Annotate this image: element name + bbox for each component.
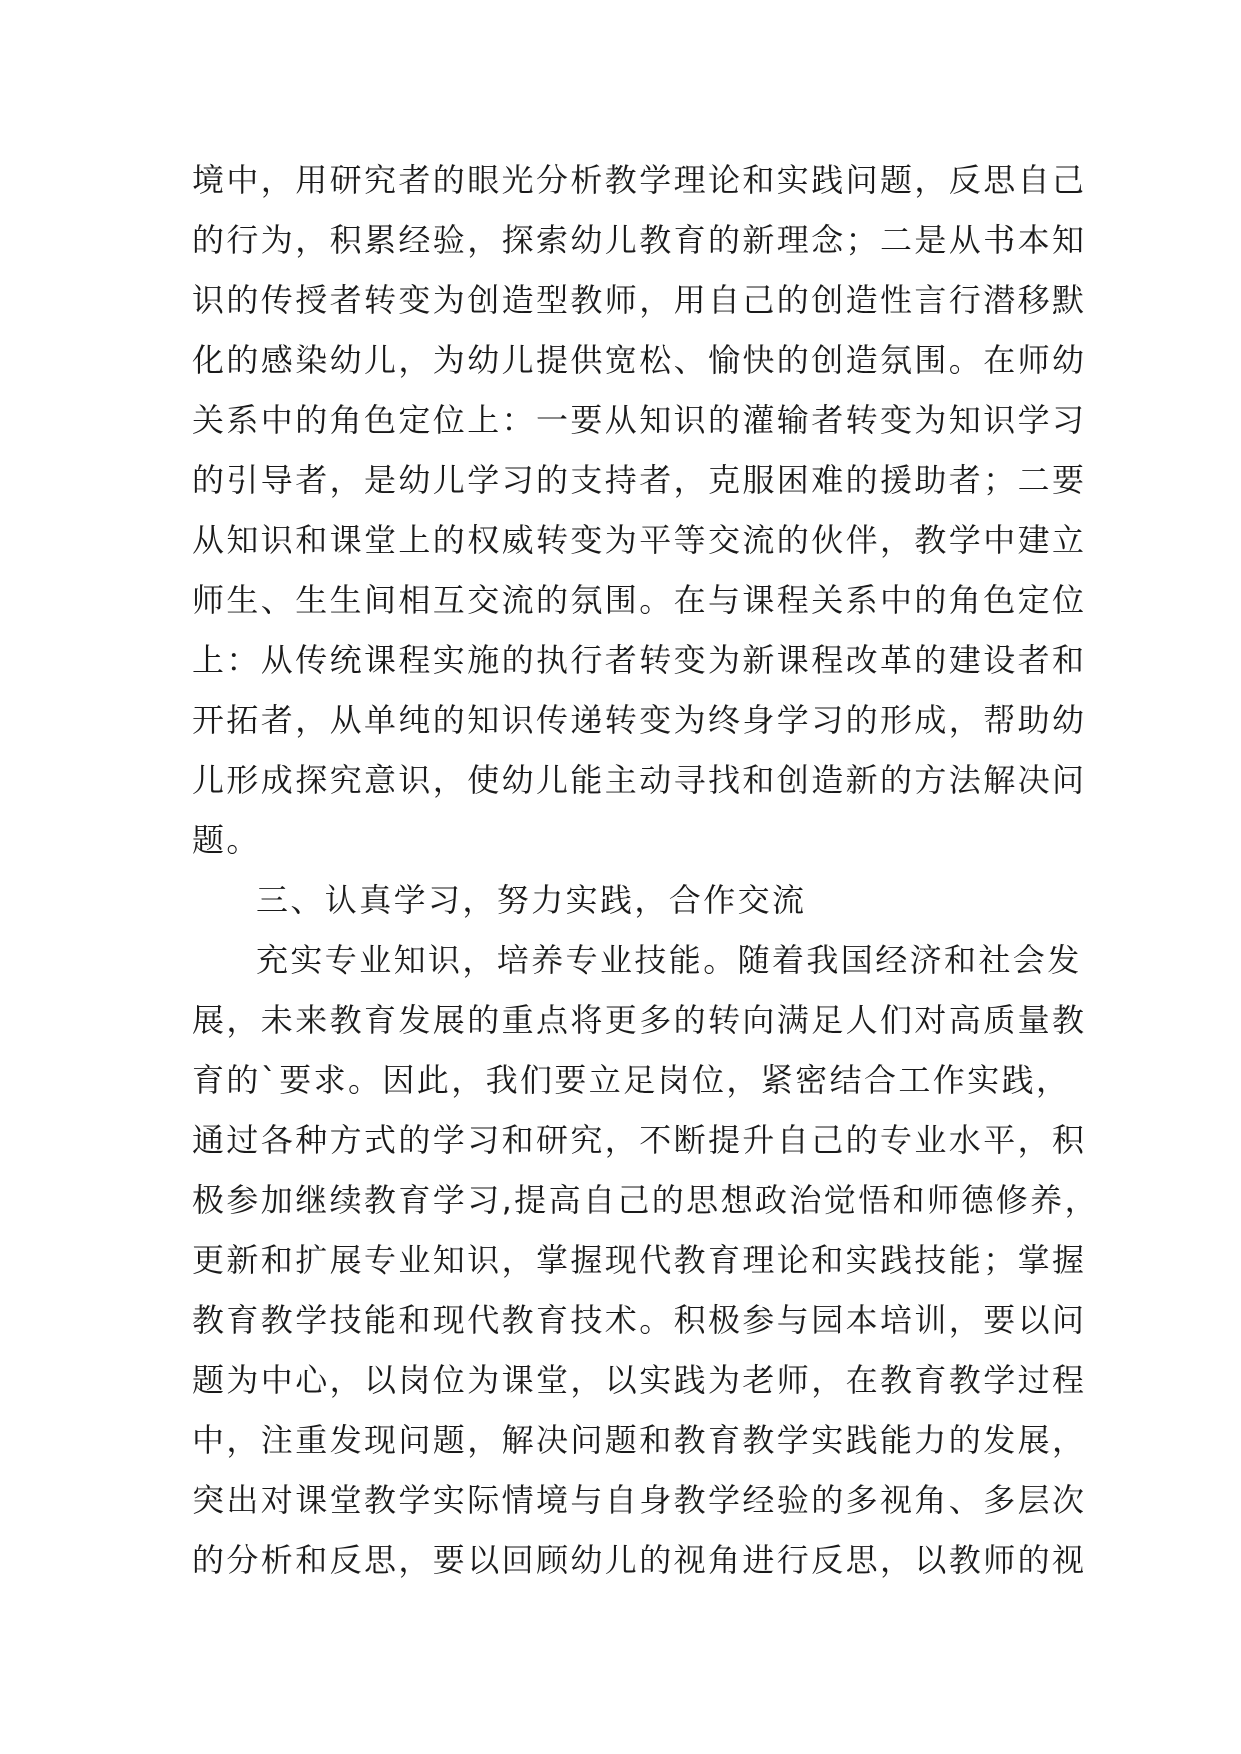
- body-line: 师生、生生间相互交流的氛围。在与课程关系中的角色定位: [192, 581, 1087, 619]
- body-line: 展，未来教育发展的重点将更多的转向满足人们对高质量教: [192, 1001, 1087, 1039]
- body-line: 教育教学技能和现代教育技术。积极参与园本培训，要以问: [192, 1301, 1087, 1339]
- body-line: 开拓者，从单纯的知识传递转变为终身学习的形成，帮助幼: [192, 701, 1087, 739]
- paragraph-first-line: 充实专业知识，培养专业技能。随着我国经济和社会发: [256, 941, 1082, 979]
- section-heading: 三、认真学习，努力实践，合作交流: [256, 881, 807, 919]
- body-line: 极参加继续教育学习,提高自己的思想政治觉悟和师德修养，: [192, 1181, 1099, 1219]
- body-line: 的分析和反思，要以回顾幼儿的视角进行反思，以教师的视: [192, 1541, 1087, 1579]
- document-body: [192, 150, 1099, 1590]
- body-line: 的行为，积累经验，探索幼儿教育的新理念；二是从书本知: [192, 221, 1087, 259]
- body-line: 育的`要求。因此，我们要立足岗位，紧密结合工作实践，: [192, 1061, 1071, 1099]
- body-line: 境中，用研究者的眼光分析教学理论和实践问题，反思自己: [192, 161, 1087, 199]
- body-line: 关系中的角色定位上：一要从知识的灌输者转变为知识学习: [192, 401, 1087, 439]
- body-line: 上：从传统课程实施的执行者转变为新课程改革的建设者和: [192, 641, 1087, 679]
- body-line: 突出对课堂教学实际情境与自身教学经验的多视角、多层次: [192, 1481, 1087, 1519]
- body-line: 从知识和课堂上的权威转变为平等交流的伙伴，教学中建立: [192, 521, 1087, 559]
- body-line: 的引导者，是幼儿学习的支持者，克服困难的援助者；二要: [192, 461, 1087, 499]
- body-line: 识的传授者转变为创造型教师，用自己的创造性言行潜移默: [192, 281, 1087, 319]
- body-line: 更新和扩展专业知识，掌握现代教育理论和实践技能；掌握: [192, 1241, 1087, 1279]
- body-line: 题。: [192, 821, 261, 859]
- body-line: 中，注重发现问题，解决问题和教育教学实践能力的发展，: [192, 1421, 1087, 1459]
- body-line: 通过各种方式的学习和研究，不断提升自己的专业水平，积: [192, 1121, 1087, 1159]
- body-line: 题为中心，以岗位为课堂，以实践为老师，在教育教学过程: [192, 1361, 1087, 1399]
- body-line: 儿形成探究意识，使幼儿能主动寻找和创造新的方法解决问: [192, 761, 1087, 799]
- body-line: 化的感染幼儿，为幼儿提供宽松、愉快的创造氛围。在师幼: [192, 341, 1087, 379]
